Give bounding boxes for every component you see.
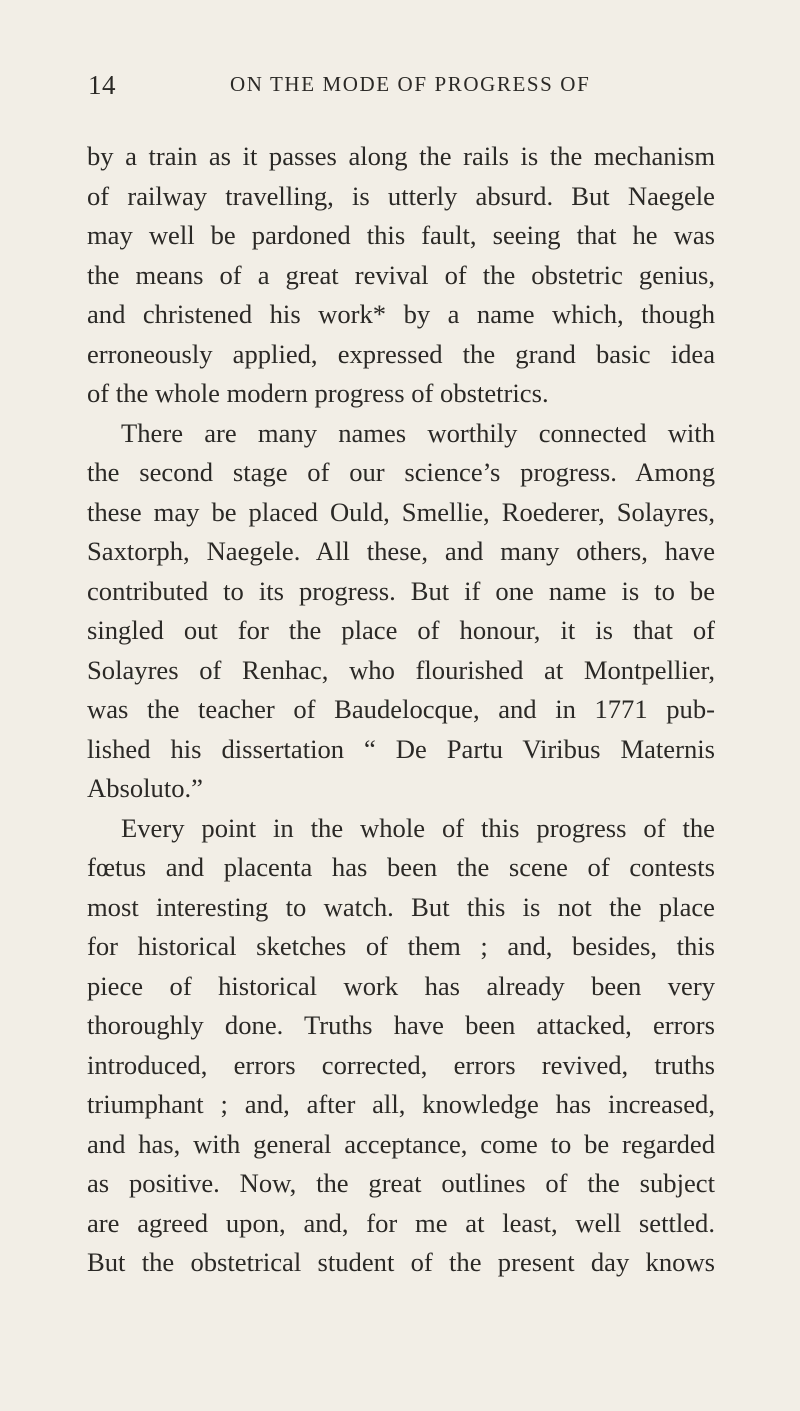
text-line: Absoluto.”: [87, 773, 203, 803]
text-line: contributed to its progress. But if one name is to be: [87, 575, 715, 606]
text-line: by a train as it passes along the rails is the mechanism: [87, 141, 715, 171]
text-line: may well be pardoned this fault, seeing that he was: [87, 220, 715, 250]
text-line: Solayres of Renhac, who flourished at Montpellier,: [87, 654, 715, 685]
text-line: and has, with general acceptance, come to be regarded: [87, 1128, 715, 1159]
text-line: erroneously applied, expressed the grand basic idea: [87, 338, 715, 369]
text-line: piece of historical work has already been very: [87, 970, 715, 1001]
page-number: 14: [88, 70, 116, 100]
text-line: thoroughly done. Truths have been attacked, errors: [87, 1010, 715, 1040]
text-line: fœtus and placenta has been the scene of contests: [87, 852, 715, 882]
text-line: the second stage of our science’s progress. Among: [87, 457, 715, 487]
body-text: [87, 137, 715, 1283]
text-line: these may be placed Ould, Smellie, Roederer, Solayres,: [87, 496, 715, 527]
text-line: was the teacher of Baudelocque, and in 1771 pub-: [87, 694, 715, 724]
text-line: But the obstetrical student of the present day knows: [87, 1247, 715, 1277]
text-line: lished his dissertation “ De Partu Viribus Maternis: [87, 733, 715, 764]
text-line: triumphant ; and, after all, knowledge has increased,: [87, 1089, 715, 1119]
text-line: Saxtorph, Naegele. All these, and many others, have: [87, 536, 715, 566]
running-title: ON THE MODE OF PROGRESS OF: [230, 72, 591, 96]
text-line: and christened his work* by a name which, though: [87, 299, 715, 329]
text-line: most interesting to watch. But this is not the place: [87, 891, 715, 922]
text-line: Every point in the whole of this progress of the: [121, 812, 715, 843]
text-line: are agreed upon, and, for me at least, well settled.: [87, 1207, 715, 1238]
text-line: of the whole modern progress of obstetrics.: [87, 378, 549, 408]
text-line: of railway travelling, is utterly absurd. But Naegele: [87, 180, 715, 211]
text-line: as positive. Now, the great outlines of the subject: [87, 1168, 715, 1198]
text-line: for historical sketches of them ; and, besides, this: [87, 931, 715, 961]
text-line: introduced, errors corrected, errors revived, truths: [87, 1049, 715, 1080]
text-line: singled out for the place of honour, it is that of: [87, 615, 715, 645]
running-head: [88, 70, 712, 102]
text-line: the means of a great revival of the obstetric genius,: [87, 259, 715, 290]
text-line: There are many names worthily connected with: [121, 417, 715, 448]
